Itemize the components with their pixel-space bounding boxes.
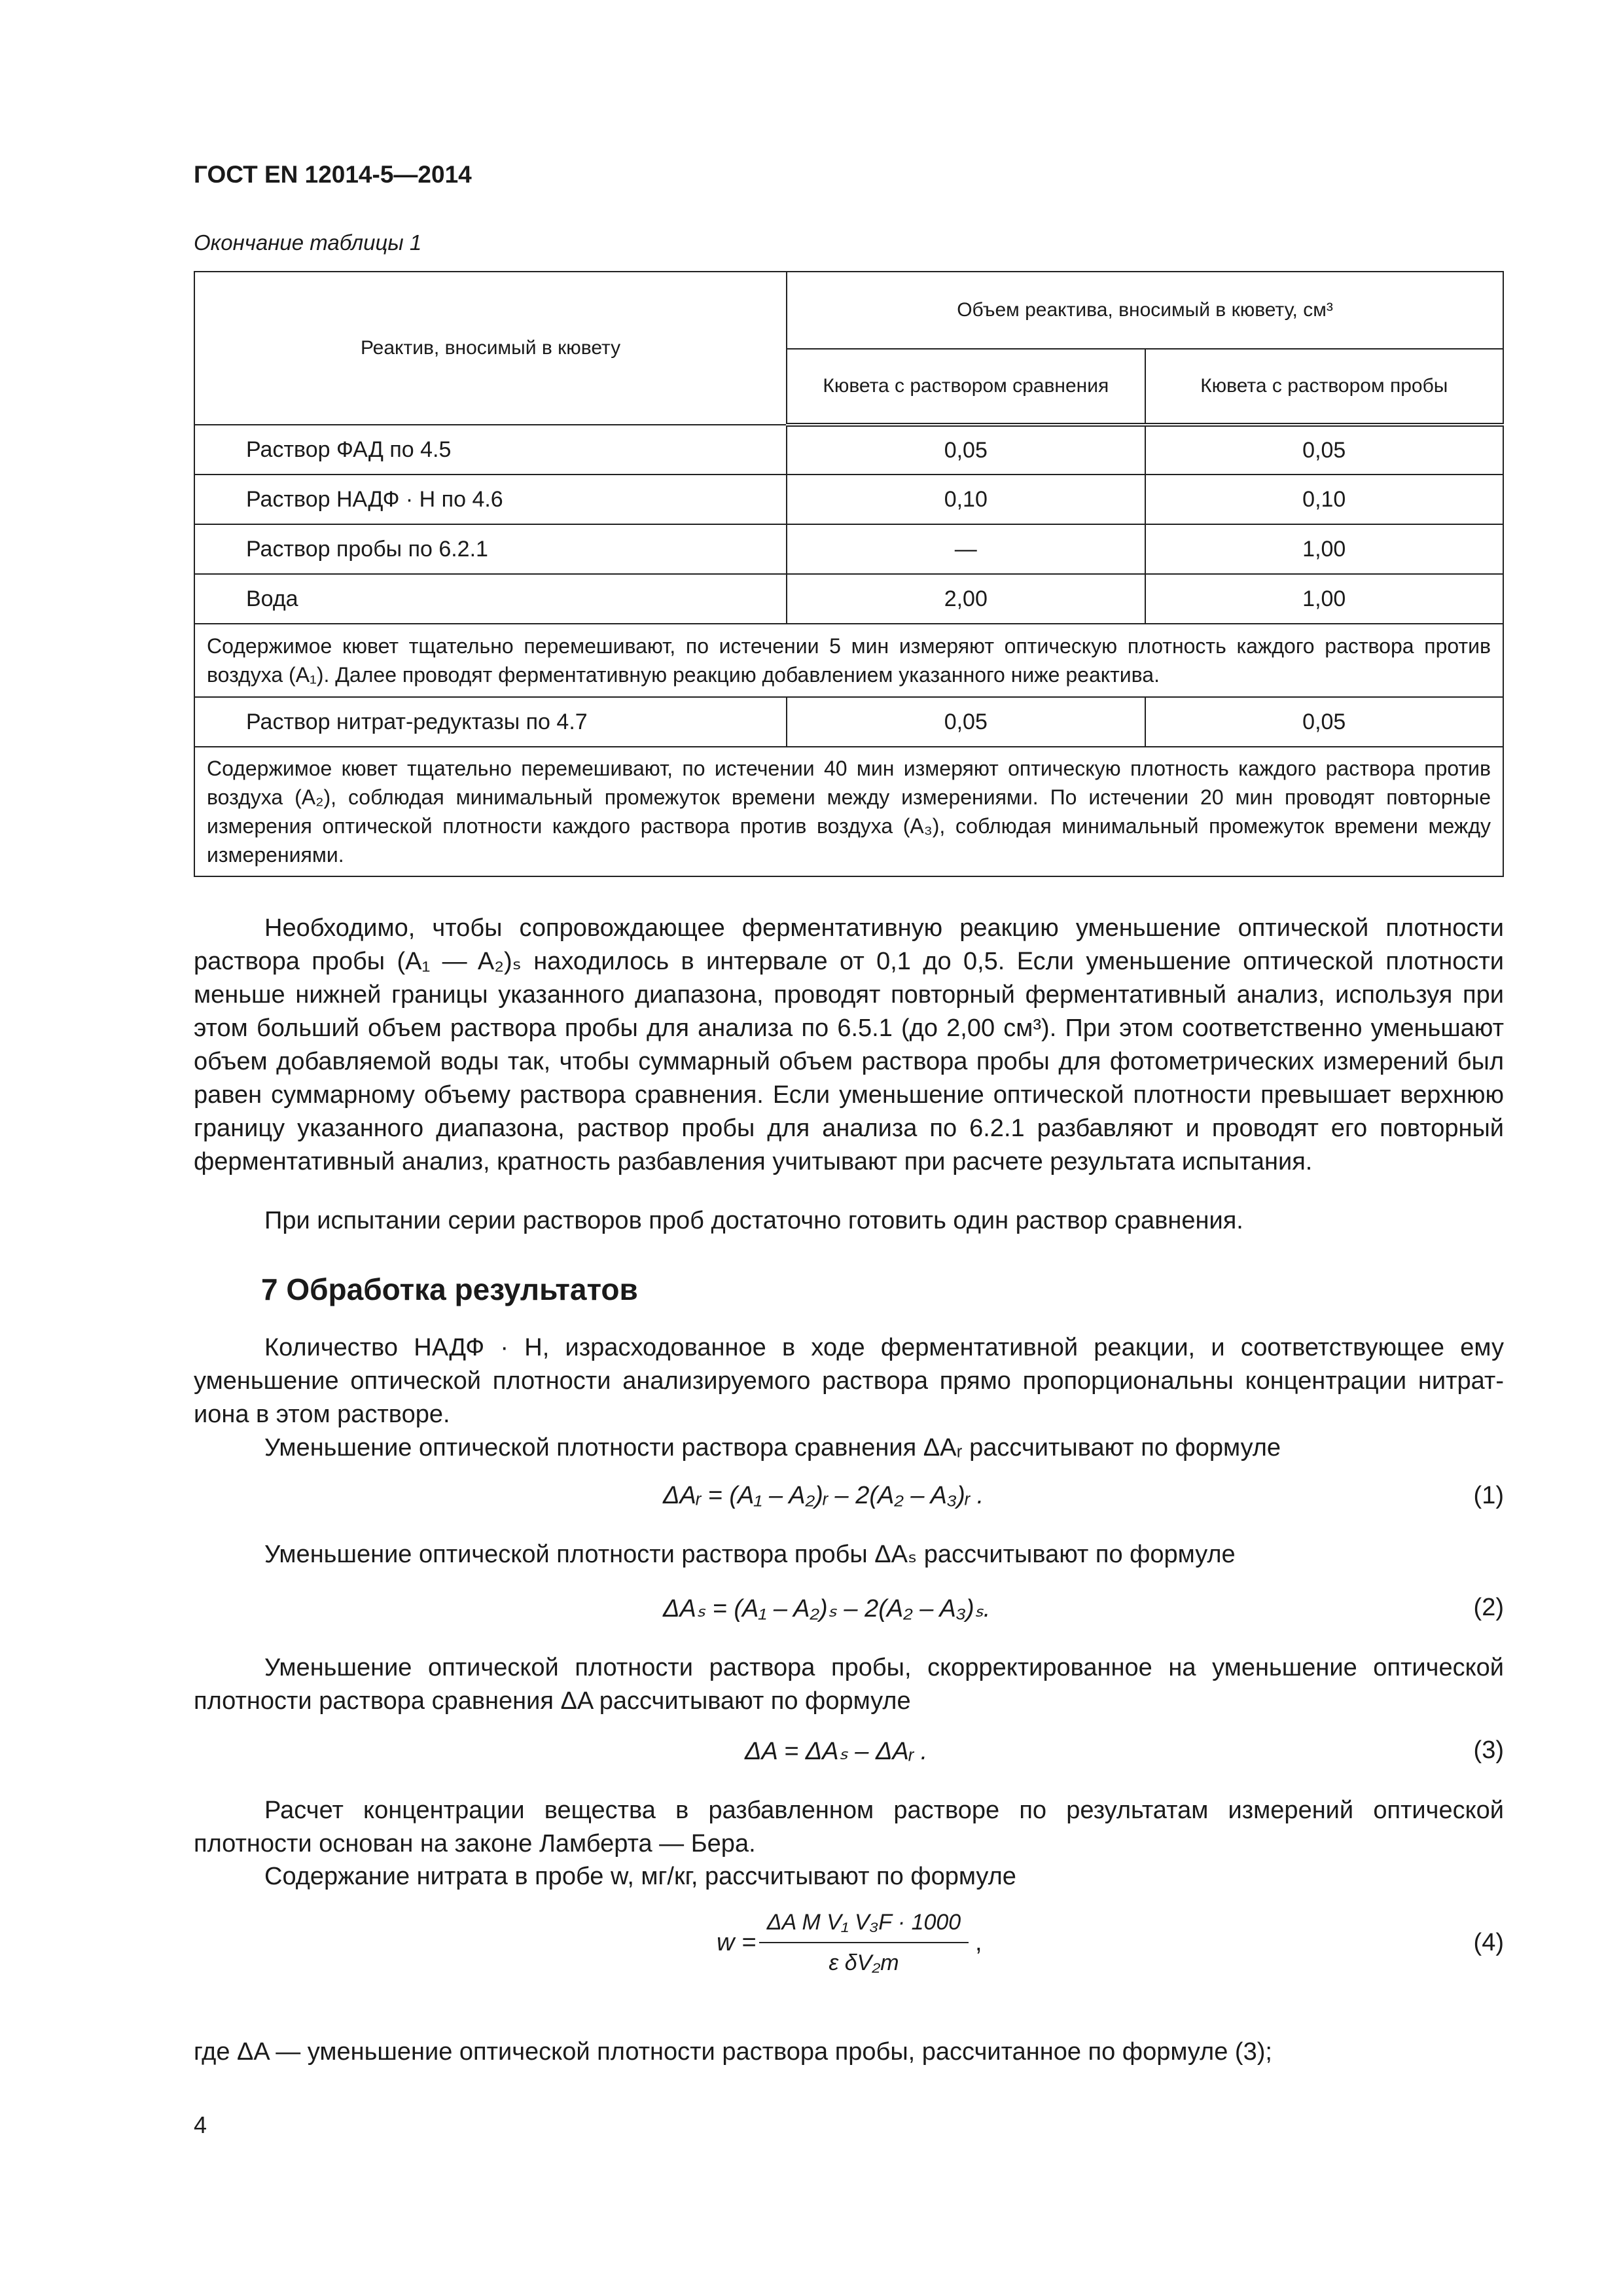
header-reagent: Реактив, вносимый в кювету xyxy=(194,272,787,425)
cell-sample: 1,00 xyxy=(1145,524,1503,574)
table-caption: Окончание таблицы 1 xyxy=(194,230,422,255)
paragraph: Необходимо, чтобы сопровождающее ферментативную реакцию уменьшение оптической плотности раствора пробы (A₁ — A₂)ₛ находилось в интервале от 0,1 до 0,5. Если уменьшение оптической плотности меньше нижней границы указанного диапазона, проводят повторный ферментативный анализ, используя при этом больший объем раствора пробы для анализа по 6.5.1 (до 2,00 см³). При этом соответственно уменьшают объем добавляемой воды так, чтобы суммарный объем раствора пробы для фотометрических измерений был равен суммарному объему раствора сравнения. Если уменьшение оптической плотности превышает верхнюю границу указанного диапазона, раствор пробы для анализа по 6.2.1 разбавляют и проводят его повторный ферментативный анализ, кратность разбавления учитывают при расчете результата испытания. xyxy=(194,914,1504,1175)
cell-reagent: Раствор НАДФ · Н по 4.6 xyxy=(194,475,787,524)
table-row xyxy=(194,574,1503,624)
cell-sample: 0,10 xyxy=(1145,475,1503,524)
header-volume: Объем реактива, вносимый в кювету, см³ xyxy=(787,272,1503,349)
reagent-table xyxy=(194,271,1504,877)
header-sample-cuvette: Кювета с раствором пробы xyxy=(1145,349,1503,425)
paragraph: Количество НАДФ · Н, израсходованное в ходе ферментативной реакции, и соответствующее ему уменьшение оптической плотности анализируемого раствора прямо пропорциональны концентрации нитрат-иона в этом растворе. xyxy=(194,1334,1504,1428)
table-row xyxy=(194,524,1503,574)
formula-4-tail: , xyxy=(975,1929,982,1956)
cell-reagent: Раствор нитрат-редуктазы по 4.7 xyxy=(194,697,787,747)
table-note: Содержимое кювет тщательно перемешивают, по истечении 40 мин измеряют оптическую плотность каждого раствора против воздуха (A₂), соблюдая минимальный промежуток времени между измерениями. По истечении 20 мин проводят повторные измерения оптической плотности каждого раствора против воздуха (A₃), соблюдая минимальный промежуток времени между измерениями. xyxy=(194,747,1503,876)
fraction-bar xyxy=(759,1942,969,1943)
paragraph: Расчет концентрации вещества в разбавленном растворе по результатам измерений оптической плотности основан на законе Ламберта — Бера. xyxy=(194,1797,1504,1857)
formula-4-lhs: w = xyxy=(717,1929,757,1956)
table-row xyxy=(194,425,1503,475)
cell-sample: 1,00 xyxy=(1145,574,1503,624)
equation-number: (4) xyxy=(1473,1929,1504,1956)
cell-reagent: Раствор ФАД по 4.5 xyxy=(194,425,787,475)
table-row xyxy=(194,475,1503,524)
cell-ref: 0,05 xyxy=(787,425,1145,475)
cell-ref: 2,00 xyxy=(787,574,1145,624)
equation-number: (3) xyxy=(1473,1736,1504,1764)
cell-reagent: Раствор пробы по 6.2.1 xyxy=(194,524,787,574)
cell-ref: — xyxy=(787,524,1145,574)
table-row xyxy=(194,697,1503,747)
equation-number: (1) xyxy=(1473,1482,1504,1509)
cell-ref: 0,05 xyxy=(787,697,1145,747)
formula-4-numerator: ΔA M V₁ V₃F · 1000 xyxy=(766,1910,961,1935)
formula-3: ΔA = ΔAₛ – ΔAᵣ . xyxy=(745,1738,928,1765)
paragraph: Уменьшение оптической плотности раствора пробы, скорректированное на уменьшение оптической плотности раствора сравнения ΔA рассчитывают по формуле xyxy=(194,1654,1504,1715)
cell-ref: 0,10 xyxy=(787,475,1145,524)
cell-reagent: Вода xyxy=(194,574,787,624)
standard-header: ГОСТ EN 12014-5—2014 xyxy=(194,161,472,188)
paragraph: Содержание нитрата в пробе w, мг/кг, рассчитывают по формуле xyxy=(264,1863,1016,1890)
paragraph: При испытании серии растворов проб достаточно готовить один раствор сравнения. xyxy=(264,1207,1243,1234)
cell-sample: 0,05 xyxy=(1145,425,1503,475)
section-heading: 7 Обработка результатов xyxy=(261,1272,638,1306)
formula-4-denominator: ε δV₂m xyxy=(829,1950,899,1975)
where-clause: где ΔA — уменьшение оптической плотности раствора пробы, рассчитанное по формуле (3); xyxy=(194,2038,1272,2066)
paragraph: Уменьшение оптической плотности раствора пробы ΔAₛ рассчитывают по формуле xyxy=(264,1541,1236,1568)
header-ref-cuvette: Кювета с раствором сравнения xyxy=(787,349,1145,425)
cell-sample: 0,05 xyxy=(1145,697,1503,747)
table-note: Содержимое кювет тщательно перемешивают, по истечении 5 мин измеряют оптическую плотность каждого раствора против воздуха (A₁). Далее проводят ферментативную реакцию добавлением указанного ниже реактива. xyxy=(194,624,1503,697)
formula-2: ΔAₛ = (A₁ – A₂)ₛ – 2(A₂ – A₃)ₛ. xyxy=(663,1595,991,1623)
formula-1: ΔAᵣ = (A₁ – A₂)ᵣ – 2(A₂ – A₃)ᵣ . xyxy=(663,1482,984,1509)
paragraph: Уменьшение оптической плотности раствора сравнения ΔAᵣ рассчитывают по формуле xyxy=(264,1434,1281,1462)
page-number: 4 xyxy=(194,2111,207,2138)
equation-number: (2) xyxy=(1473,1594,1504,1621)
